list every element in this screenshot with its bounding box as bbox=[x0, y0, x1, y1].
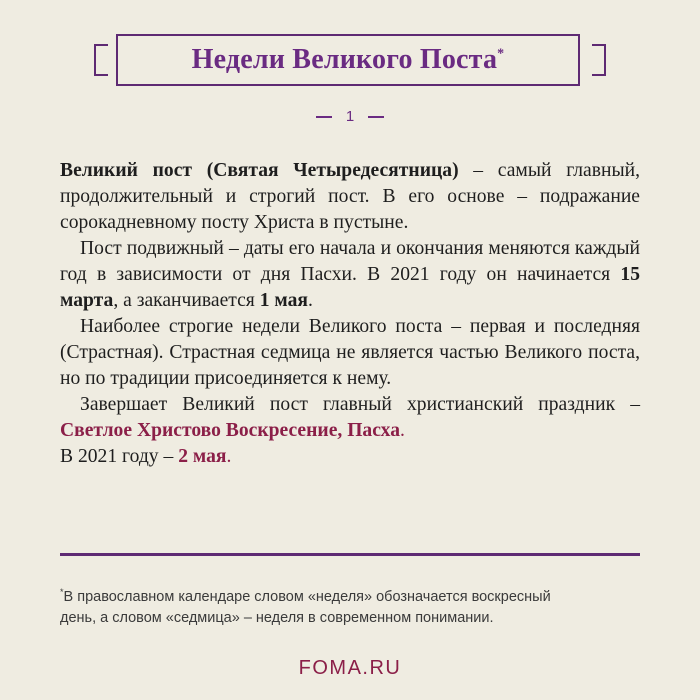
title-left-bracket bbox=[94, 44, 108, 76]
start-date: 15 марта bbox=[60, 264, 640, 311]
paragraph-1 bbox=[60, 158, 640, 236]
paragraph-4-text-b: . bbox=[400, 420, 405, 441]
paragraph-4-text-c: В 2021 году – bbox=[60, 446, 179, 467]
page-dash-left bbox=[316, 116, 332, 118]
end-date: 1 мая bbox=[259, 290, 308, 311]
title-frame bbox=[116, 34, 580, 86]
footnote-marker: * bbox=[60, 587, 64, 597]
page-number bbox=[0, 108, 700, 125]
paragraph-3-text: Наиболее строгие недели Великого поста – первая и последняя (Страстная). Страстная седмица не является частью Великого поста, но по традиции присоединяется к нему. bbox=[60, 316, 640, 389]
footnote bbox=[60, 582, 580, 629]
title-right-bracket bbox=[592, 44, 606, 76]
paragraph-2-text-a: Пост подвижный – даты его начала и окончания меняются каждый год в зависимости от дня Пасхи. В 2021 году он начинается bbox=[60, 238, 640, 285]
page-title: Недели Великого Поста* bbox=[191, 44, 505, 75]
section-divider bbox=[60, 553, 640, 556]
paragraph-5 bbox=[60, 444, 640, 470]
title-footnote-marker: * bbox=[497, 46, 505, 62]
page-number-value: 1 bbox=[345, 108, 355, 125]
paragraph-4-text-a: Завершает Великий пост главный христианский праздник – bbox=[80, 394, 640, 415]
page-dash-right bbox=[368, 116, 384, 118]
paragraph-1-text: – самый главный, продолжительный и строгий пост. В его основе – подражание сорокадневному посту Христа в пустыне. bbox=[60, 160, 640, 233]
holiday-name: Светлое Христово Воскресение, Пасха bbox=[60, 420, 401, 441]
paragraph-2-text-c: . bbox=[308, 290, 313, 311]
paragraph-2 bbox=[60, 236, 640, 314]
article-body bbox=[60, 158, 640, 470]
lead-term: Великий пост (Святая Четыредесятница) bbox=[60, 160, 459, 181]
paragraph-3 bbox=[60, 314, 640, 392]
footnote-text: В православном календаре словом «неделя» обозначается воскресный день, а словом «седмица» – неделя в современном понимании. bbox=[60, 588, 551, 626]
easter-date: 2 мая bbox=[178, 446, 227, 467]
paragraph-2-text-b: , а заканчивается bbox=[113, 290, 260, 311]
paragraph-4-text-d: . bbox=[226, 446, 232, 467]
paragraph-4 bbox=[60, 392, 640, 444]
site-brand: FOMA.RU bbox=[298, 657, 402, 679]
